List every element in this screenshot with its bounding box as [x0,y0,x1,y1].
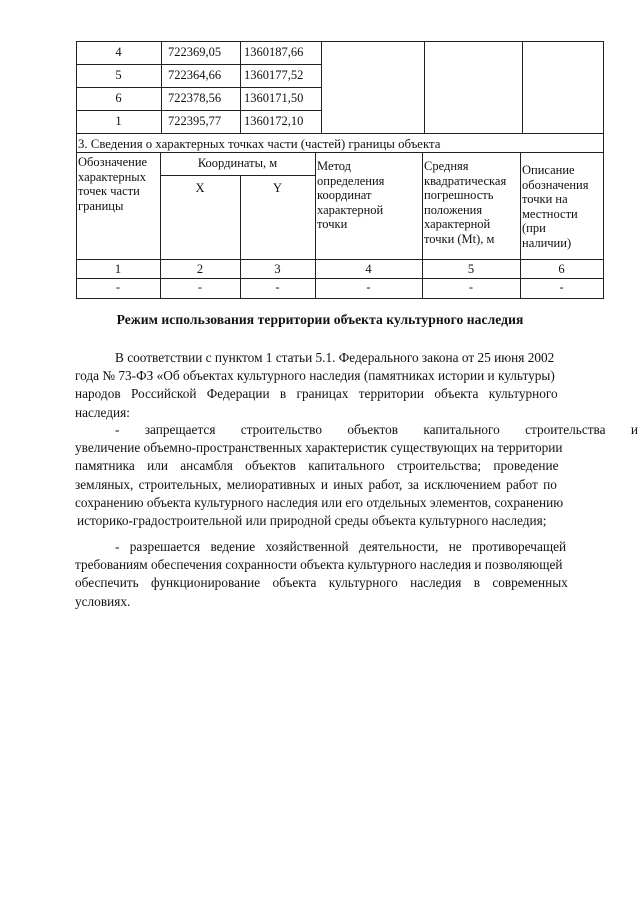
header-line: характерной [424,217,491,232]
paragraph-line: условиях. [75,593,131,609]
header-line: Средняя [424,159,469,173]
header-line: квадратическая [424,173,507,188]
paragraph-line: наследия: [75,404,130,420]
paragraph-line: увеличение объемно-пространственных характеристик существующих на территории [75,440,563,456]
characteristic-points-table [76,134,603,299]
table-cell-x: 722369,05 [168,45,222,59]
column-number: 1 [114,262,122,276]
column-number: 5 [467,262,475,276]
column-header-y: Y [272,181,283,195]
table-cell-point: 6 [115,91,122,105]
column-number: 4 [365,262,372,276]
table-cell-empty: - [197,280,203,294]
table-cell-empty: - [275,280,280,294]
table-cell-y: 1360171,50 [244,91,304,105]
paragraph-line: историко-градостроительной или природной среды объекта культурного наследия; [77,513,547,529]
paragraph-line: земляных, строительных, мелиоративных и иных работ, за исключением работ по [75,476,557,492]
table-cell-y: 1360187,66 [244,45,304,59]
paragraph-line: народов Российской Федерации в границах территории объекта культурного [75,386,558,402]
paragraph-line: памятника или ансамбля объектов капитального строительства; проведение [75,458,559,474]
table-cell-empty: - [115,280,121,294]
paragraph-permitted [75,538,592,611]
table-cell-x: 722364,66 [168,68,222,82]
paragraph-line: требованиям обеспечения сохранности объекта культурного наследия и позволяющей [75,557,563,573]
header-line: границы [78,198,124,213]
column-header-designation [78,155,147,213]
header-line: Метод [317,159,352,173]
header-line: обозначения [522,177,589,192]
paragraph-line: обеспечить функционирование объекта культурного наследия в современных [75,575,568,591]
paragraph-line: - разрешается ведение хозяйственной деятельности, не противоречащей [115,539,567,554]
table-cell-x: 722395,77 [168,114,222,128]
header-line: положения [424,202,483,217]
table-cell-y: 1360177,52 [244,68,304,82]
column-header-x: X [195,181,205,195]
column-number: 6 [558,262,565,276]
header-line: погрешность [424,188,494,203]
table-cell-y: 1360172,10 [244,114,304,128]
header-line: Обозначение [78,155,148,169]
paragraph-line: - запрещается строительство объектов капитального строительства и [115,422,638,437]
paragraph-prohibited [75,421,638,530]
column-header-description [522,163,589,251]
table-cell-empty: - [468,280,474,294]
header-line: характерной [317,202,384,217]
table-cell-empty: - [366,280,371,294]
header-line: характерных [78,169,146,184]
header-line: местности [522,206,578,221]
column-number: 2 [196,262,204,276]
header-line: определения [317,173,385,188]
paragraph-line: В соответствии с пунктом 1 статьи 5.1. Федерального закона от 25 июня 2002 [115,350,555,365]
section-heading: Режим использования территории объекта культурного наследия [116,312,524,327]
table-cell-empty: - [559,280,564,294]
column-header-coordinates: Координаты, м [197,156,278,170]
table-cell-x: 722378,56 [168,91,222,105]
header-line: точки (Mt), м [424,231,495,246]
paragraph-line: сохранению объекта культурного наследия или его отдельных элементов, сохранению [75,494,564,510]
header-line: точки на [522,192,568,207]
header-line: координат [317,188,372,203]
header-line: точек части [78,184,140,199]
table-cell-point: 4 [115,45,122,59]
table-cell-point: 5 [115,68,122,82]
coordinates-table-continuation [76,41,603,134]
table-cell-point: 1 [115,114,122,128]
header-line: наличии) [522,235,572,250]
column-header-method [317,159,384,232]
header-line: Описание [522,163,575,177]
header-line: (при [522,221,546,236]
column-number: 3 [274,262,281,276]
section-title: 3. Сведения о характерных точках части (частей) границы объекта [78,137,441,151]
paragraph-line: года № 73-ФЗ «Об объектах культурного наследия (памятниках истории и культуры) [75,368,555,384]
header-line: точки [317,217,348,232]
column-header-mean-error [424,159,506,247]
paragraph-intro [75,349,592,422]
